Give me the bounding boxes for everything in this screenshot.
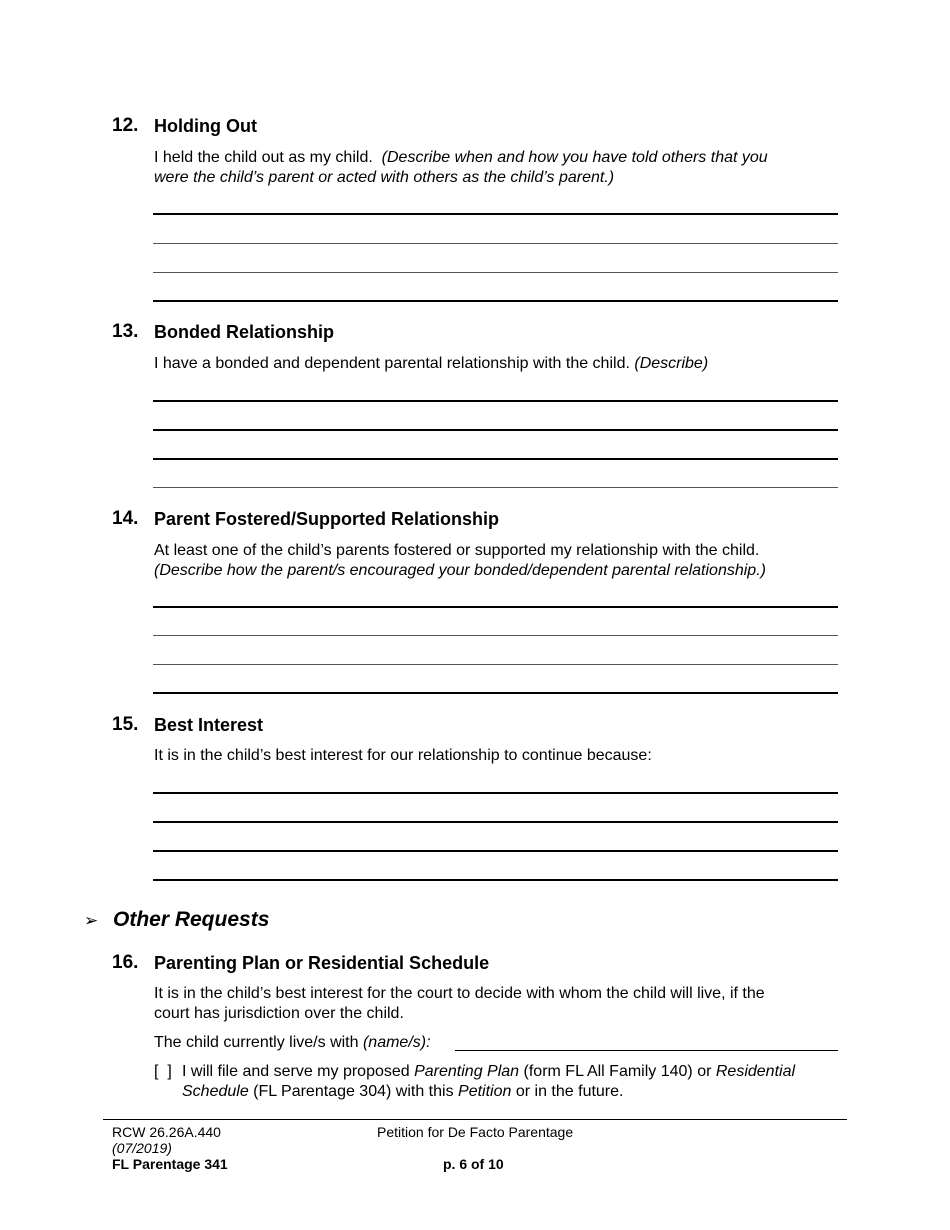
section-16-number: 16.: [112, 952, 139, 973]
section-16-title: Parenting Plan or Residential Schedule: [154, 953, 490, 973]
option-text-3: (form FL All Family 140) or: [523, 1063, 712, 1080]
section-13-instruction: (Describe): [634, 355, 709, 372]
section-12-instruction-2: were the child’s parent or acted with others as the child’s parent.): [154, 169, 615, 186]
option-text-6: (FL Parentage 304) with this: [253, 1083, 454, 1100]
answer-line[interactable]: [153, 606, 838, 608]
footer-date: (07/2019): [112, 1140, 172, 1156]
lives-with-label: [154, 1033, 431, 1053]
answer-line[interactable]: [153, 821, 838, 823]
answer-line[interactable]: [153, 300, 838, 302]
answer-line[interactable]: [153, 850, 838, 852]
answer-line[interactable]: [153, 879, 838, 881]
option-text-1: I will file and serve my proposed: [182, 1063, 410, 1080]
answer-line[interactable]: [153, 213, 838, 215]
section-14-number: 14.: [112, 508, 139, 529]
section-15-statement: It is in the child’s best interest for our relationship to continue because:: [154, 747, 652, 764]
answer-line[interactable]: [153, 664, 838, 665]
section-13-text: [154, 354, 844, 374]
section-13-number: 13.: [112, 321, 139, 342]
section-12-text: [154, 148, 844, 188]
answer-line[interactable]: [153, 272, 838, 273]
footer-page-number: p. 6 of 10: [443, 1156, 504, 1172]
other-requests-heading: Other Requests: [113, 908, 270, 931]
section-16-statement: [154, 984, 844, 1024]
lives-with-text: The child currently live/s with: [154, 1034, 359, 1051]
option-text-5: Schedule: [182, 1083, 249, 1100]
option-text-4: Residential: [715, 1063, 796, 1080]
section-13-statement: I have a bonded and dependent parental relationship with the child.: [154, 355, 630, 372]
option-text-2: Parenting Plan: [414, 1063, 520, 1080]
section-13-title: Bonded Relationship: [154, 322, 334, 342]
section-14-title: Parent Fostered/Supported Relationship: [154, 509, 500, 529]
section-16-statement-1: It is in the child’s best interest for the court to decide with whom the child will live, if the: [154, 985, 765, 1002]
footer-form-number: FL Parentage 341: [112, 1156, 228, 1172]
answer-line[interactable]: [153, 635, 838, 636]
section-12-title: Holding Out: [154, 116, 257, 136]
lives-with-hint: (name/s):: [362, 1034, 431, 1051]
answer-line[interactable]: [153, 400, 838, 402]
section-12-instruction-1: (Describe when and how you have told others that you: [381, 149, 768, 166]
answer-line[interactable]: [153, 487, 838, 488]
answer-line[interactable]: [153, 429, 838, 431]
footer-rcw: RCW 26.26A.440: [112, 1124, 221, 1140]
parenting-plan-checkbox[interactable]: [ ]: [154, 1063, 172, 1080]
answer-line[interactable]: [153, 692, 838, 694]
section-14-text: [154, 541, 844, 581]
answer-line[interactable]: [153, 458, 838, 460]
section-12-number: 12.: [112, 115, 139, 136]
parenting-plan-option: [182, 1062, 844, 1102]
section-12-statement: I held the child out as my child.: [154, 149, 373, 166]
section-16-statement-2: court has jurisdiction over the child.: [154, 1005, 404, 1022]
answer-line[interactable]: [153, 792, 838, 794]
section-15-number: 15.: [112, 714, 139, 735]
lives-with-input-line[interactable]: [455, 1050, 838, 1051]
option-text-7: Petition: [458, 1083, 512, 1100]
section-15-title: Best Interest: [154, 715, 264, 735]
footer-form-title: Petition for De Facto Parentage: [377, 1124, 574, 1140]
answer-line[interactable]: [153, 243, 838, 244]
bullet-arrow-icon: ➢: [84, 911, 99, 930]
section-14-statement: At least one of the child’s parents fostered or supported my relationship with the child.: [154, 542, 760, 559]
section-14-instruction: (Describe how the parent/s encouraged your bonded/dependent parental relationship.): [154, 562, 766, 579]
option-text-8: or in the future.: [515, 1083, 624, 1100]
footer-divider: [103, 1119, 847, 1120]
